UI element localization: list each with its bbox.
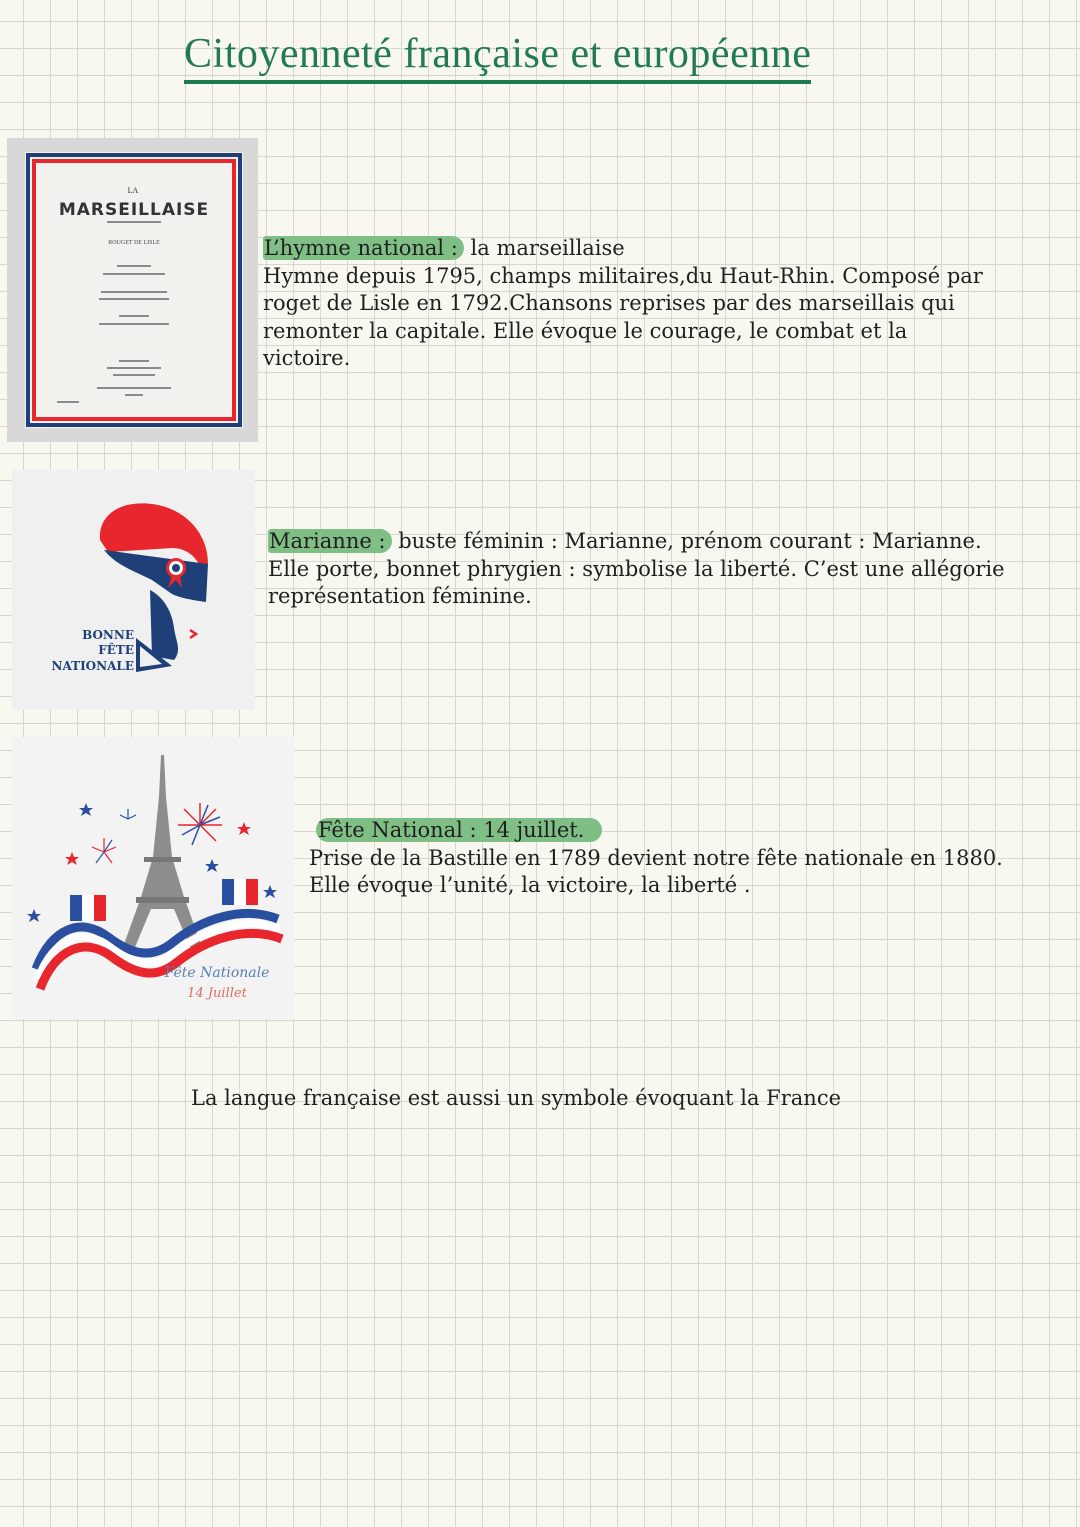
marianne-heading-rest: buste féminin : Marianne, prénom courant : Marianne. (391, 529, 982, 553)
hymne-heading-line (263, 235, 1053, 263)
fete-heading: Fête National : 14 juillet. (316, 818, 602, 842)
marianne-caption-2: FÊTE (98, 643, 134, 657)
marianne-caption-3: NATIONALE (51, 659, 134, 673)
marseillaise-image (7, 138, 258, 442)
marianne-text-block (268, 528, 1058, 611)
fete-body-line-1: Prise de la Bastille en 1789 devient notre fête nationale en 1880. (309, 845, 1003, 870)
closing-note: La langue française est aussi un symbole évoquant la France (191, 1086, 842, 1110)
marianne-body-line-1: Elle porte, bonnet phrygien : symbolise la liberté. C’est une allégorie (268, 556, 1005, 581)
hymne-heading: L’hymne national : (263, 236, 464, 260)
cover-line-title: MARSEILLAISE (58, 200, 210, 220)
cover-line-la: LA (127, 186, 139, 195)
marseillaise-cover-svg (7, 138, 258, 442)
fete-caption-1: Fête Nationale (164, 965, 270, 981)
marianne-svg (12, 470, 255, 710)
marianne-body-line-2: représentation féminine. (268, 584, 532, 608)
hymne-text-block (263, 235, 1053, 373)
marianne-image (12, 470, 255, 710)
fete-nationale-image (12, 737, 294, 1019)
fete-text-block (309, 817, 1069, 900)
hymne-body-line-2: roget de Lisle en 1792.Chansons reprises par des marseillais qui (263, 291, 955, 315)
fete-heading-line (309, 817, 1069, 845)
hymne-body-line-4: victoire. (263, 346, 351, 370)
hymne-body-line-3: remonter la capitale. Elle évoque le courage, le combat et la (263, 318, 908, 343)
marianne-heading-line (268, 528, 1058, 556)
hymne-body-line-1: Hymne depuis 1795, champs militaires,du Haut-Rhin. Composé par (263, 263, 983, 288)
fete-nationale-svg (12, 737, 294, 1019)
page-title: Citoyenneté française et européenne (184, 30, 811, 84)
fete-caption-2: 14 Juillet (187, 986, 247, 1001)
fete-body-line-2: Elle évoque l’unité, la victoire, la liberté . (309, 873, 751, 897)
marianne-heading: Marianne : (268, 529, 392, 553)
marianne-caption-1: BONNE (82, 628, 134, 642)
hymne-heading-rest: la marseillaise (463, 236, 625, 260)
cover-line-author: ROUGET DE LISLE (108, 240, 160, 246)
